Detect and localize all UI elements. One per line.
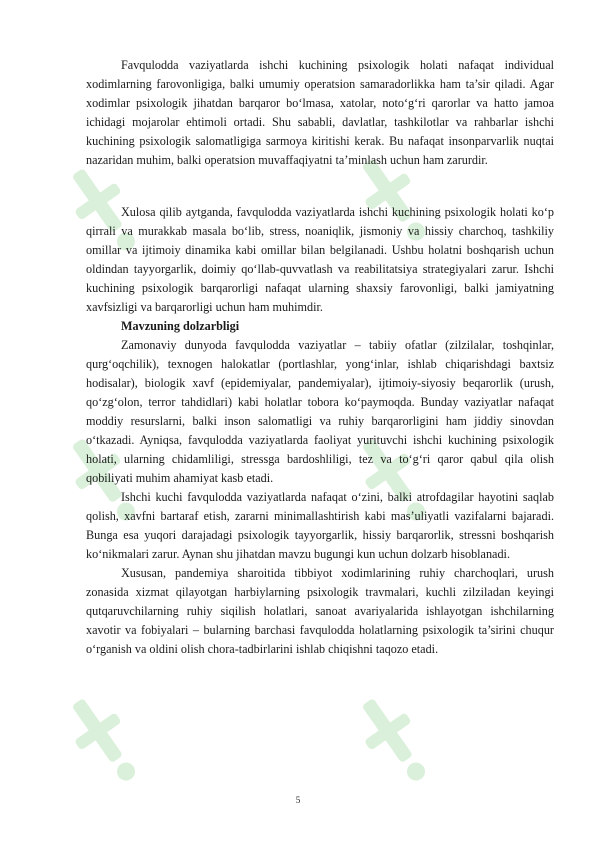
watermark-logo-center-bottom [360, 680, 440, 800]
page-number: 5 [295, 796, 301, 806]
section-heading: Mavzuning dolzarbligi [121, 319, 240, 333]
paragraph-section-2: Ishchi kuchi favqulodda vaziyatlarda nafaqat o‘zini, balki atrofdagilar hayotini saqlab qolish, xavfni bartaraf etish, zararni minimallashtirish kabi mas’uliyatli vazifalarni bajaradi. Bunga esa yuqori darajadagi psixologik tayyorgarlik, hissiy barqarorlik, stressni boshqarish ko‘nikmalari zarur. Aynan shu jihatdan mavzu bugungi kun uchun dolzarb hisoblanadi. [86, 490, 554, 561]
paragraph-intro-1: Favqulodda vaziyatlarda ishchi kuchining psixologik holati nafaqat individual xodimlarning farovonligiga, balki umumiy operatsion samaradorlikka ham ta’sir qiladi. Agar xodimlar psixologik jihatdan barqaror bo‘lmasa, xatolar, noto‘g‘ri qarorlar va hatto jamoa ichidagi mojarolar ehtimoli ortadi. Shu sababli, davlatlar, tashkilotlar va rahbarlar ishchi kuchining psixologik salomatligiga sarmoya kiritishi kerak. Bu nafaqat insonparvarlik nuqtai nazaridan muhim, balki operatsion muvaffaqiyatni ta’minlash uchun ham zarurdir. [86, 58, 554, 167]
watermark-logo-left-bottom [70, 680, 150, 800]
paragraph-gap [86, 170, 554, 203]
paragraph-intro-2: Xulosa qilib aytganda, favqulodda vaziyatlarda ishchi kuchining psixologik holati ko‘p qirrali va murakkab masala bo‘lib, stress, noaniqlik, jismoniy va hissiy charchoq, tashkiliy omillar va ijtimoiy dinamika kabi omillar bilan belgilanadi. Ushbu holatni boshqarish uchun oldindan tayyorgarlik, doimiy qo‘llab-quvvatlash va reabilitatsiya strategiyalari zarur. Ishchi kuchining psixologik barqarorligi nafaqat ularning shaxsiy farovonligi, balki jamiyatning xavfsizligi va barqarorligi uchun ham muhimdir. [86, 205, 554, 314]
document-body [86, 56, 554, 659]
paragraph-section-1: Zamonaviy dunyoda favqulodda vaziyatlar – tabiiy ofatlar (zilzilalar, toshqinlar, qurg‘oqchilik), texnogen halokatlar (portlashlar, yong‘inlar, ishlab chiqarishdagi baxtsiz hodisalar), biologik xavf (epidemiyalar, pandemiyalar), ijtimoiy-siyosiy beqarorlik (urush, qo‘zg‘olon, terror tahdidlari) kabi holatlar tobora ko‘paymoqda. Bunday vaziyatlar nafaqat moddiy resurslarni, balki inson salomatligi va ruhiy barqarorligini ham jiddiy sinovdan o‘tkazadi. Ayniqsa, favqulodda vaziyatlarda faoliyat yurituvchi ishchi kuchining psixologik holati, ularning chidamliligi, stressga bardoshliligi, tez va to‘g‘ri qaror qabul qila olish qobiliyati muhim ahamiyat kasb etadi. [86, 338, 554, 485]
paragraph-section-3: Xususan, pandemiya sharoitida tibbiyot xodimlarining ruhiy charchoqlari, urush zonasida xizmat qilayotgan harbiylarning psixologik travmalari, kuchli zilziladan keyingi qutqaruvchilarning ruhiy siqilish holatlari, sanoat avariyalarida ishlayotgan ishchilarning xavotir va fobiyalari – bularning barchasi favqulodda holatlarning psixologik ta’sirini chuqur o‘rganish va oldini olish chora-tadbirlarini ishlab chiqishni taqozo etadi. [86, 566, 554, 656]
